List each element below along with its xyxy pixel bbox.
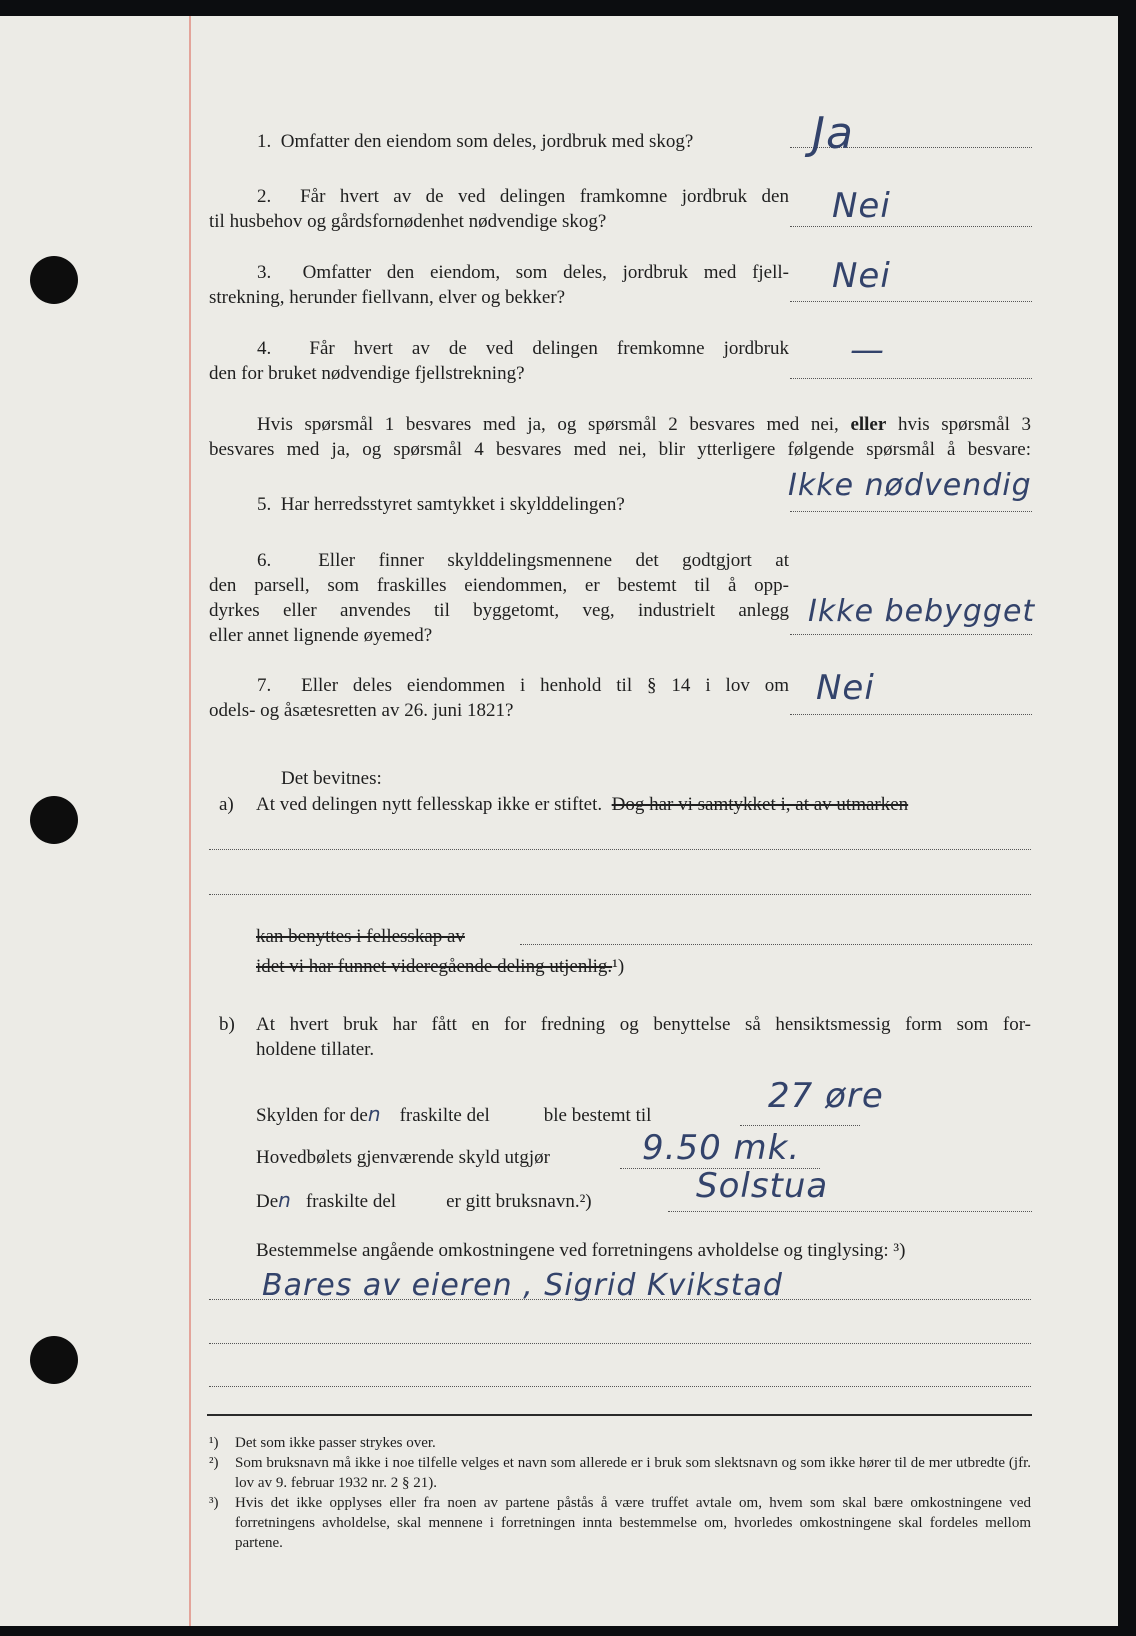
punch-hole <box>30 1336 78 1384</box>
question-4: 4. Får hvert av de ved delingen fremkomne jordbruk den for bruket nødvendige fjellstrekning? <box>209 338 790 384</box>
answer-line <box>790 378 1032 379</box>
question-5: 5. Har herredsstyret samtykket i skylddelingen? <box>257 494 625 515</box>
attest-a-text: At ved delingen nytt fellesskap ikke er stiftet. Dog har vi samtykket i, at av utmarken <box>256 794 909 815</box>
navn-value: Solstua <box>696 1166 829 1206</box>
attest-heading: Det bevitnes: <box>281 768 382 789</box>
answer-4: — <box>850 330 885 370</box>
struck-line-1: kan benyttes i fellesskap av <box>256 926 465 947</box>
answer-5: Ikke nødvendig <box>788 468 1032 503</box>
hoved-value: 9.50 mk. <box>642 1128 801 1168</box>
footnote-3: ³) Hvis det ikke opplyses eller fra noen av partene påstås å være truffet avtale om, hvem som skal bære omkostningene ved forretningens avholdelse, skal mennene i forretningen innta bestemmelse om, hvorledes omkostningene skal fordeles mellom partene. <box>209 1495 1031 1551</box>
attest-b-label: b) <box>219 1014 235 1035</box>
skyld-value: 27 øre <box>768 1076 884 1116</box>
footnote-1: ¹) Det som ikke passer strykes over. <box>209 1435 436 1451</box>
question-6: 6. Eller finner skylddelingsmennene det godtgjort at den parsell, som fraskilles eiendommen, er bestemt til å opp- dyrkes eller anvendes til byggetomt, veg, industrielt anlegg eller annet lignende øyemed? <box>209 550 790 646</box>
question-7: 7. Eller deles eiendommen i henhold til § 14 i lov om odels- og åsætesretten av 26. juni 1821? <box>209 675 790 721</box>
struck-line-2: idet vi har funnet videregående deling utjenlig.¹) <box>256 956 625 977</box>
hoved-label: Hovedbølets gjenværende skyld utgjør <box>256 1147 550 1168</box>
instruction-text: Hvis spørsmål 1 besvares med ja, og spørsmål 2 besvares med nei, eller hvis spørsmål 3 besvares med ja, og spørsmål 4 besvares med nei, blir ytterligere følgende spørsmål å besvare: <box>209 414 1031 460</box>
omk-value: Bares av eieren , Sigrid Kvikstad <box>262 1268 783 1303</box>
answer-line <box>790 634 1032 635</box>
question-2: 2. Får hvert av de ved delingen framkomne jordbruk den til husbehov og gårdsfornødenhet nødvendige skog? <box>209 186 789 232</box>
navn-line <box>668 1211 1032 1212</box>
margin-line <box>189 16 191 1626</box>
answer-line <box>790 714 1032 715</box>
footnote-rule <box>207 1414 1032 1416</box>
skyld-line <box>740 1125 860 1126</box>
omk-label: Bestemmelse angående omkostningene ved forretningens avholdelse og tinglysing: ³) <box>256 1240 906 1261</box>
blank-line <box>209 1386 1031 1387</box>
blank-line <box>520 944 1032 945</box>
blank-line <box>209 849 1031 850</box>
blank-line <box>209 1343 1031 1344</box>
question-1: 1. Omfatter den eiendom som deles, jordbruk med skog? <box>257 131 694 152</box>
attest-b-text: At hvert bruk har fått en for fredning og benyttelse så hensiktsmessig form som for- holdene tillater. <box>256 1014 1031 1060</box>
blank-line <box>209 894 1031 895</box>
answer-3: Nei <box>832 256 891 296</box>
answer-6: Ikke bebygget <box>808 594 1036 629</box>
answer-2: Nei <box>832 186 891 226</box>
blank-line <box>209 1299 1031 1300</box>
answer-line <box>790 226 1032 227</box>
answer-line <box>790 301 1032 302</box>
answer-1: Ja <box>812 108 854 159</box>
punch-hole <box>30 256 78 304</box>
answer-7: Nei <box>816 668 875 708</box>
punch-hole <box>30 796 78 844</box>
footnote-2: ²) Som bruksnavn må ikke i noe tilfelle velges et navn som allerede er i bruk som slektsnavn og som ikke hører til de mer utbredte (jfr. lov av 9. februar 1932 nr. 2 § 21). <box>209 1455 1031 1491</box>
navn-label: Den fraskilte del er gitt bruksnavn.²) <box>256 1188 592 1212</box>
answer-line <box>790 511 1032 512</box>
skyld-label: Skylden for den fraskilte del ble bestemt til <box>256 1102 652 1126</box>
attest-a-label: a) <box>219 794 234 815</box>
document-page <box>0 16 1118 1626</box>
question-3: 3. Omfatter den eiendom, som deles, jordbruk med fjell- strekning, herunder fiellvann, elver og bekker? <box>209 262 790 308</box>
